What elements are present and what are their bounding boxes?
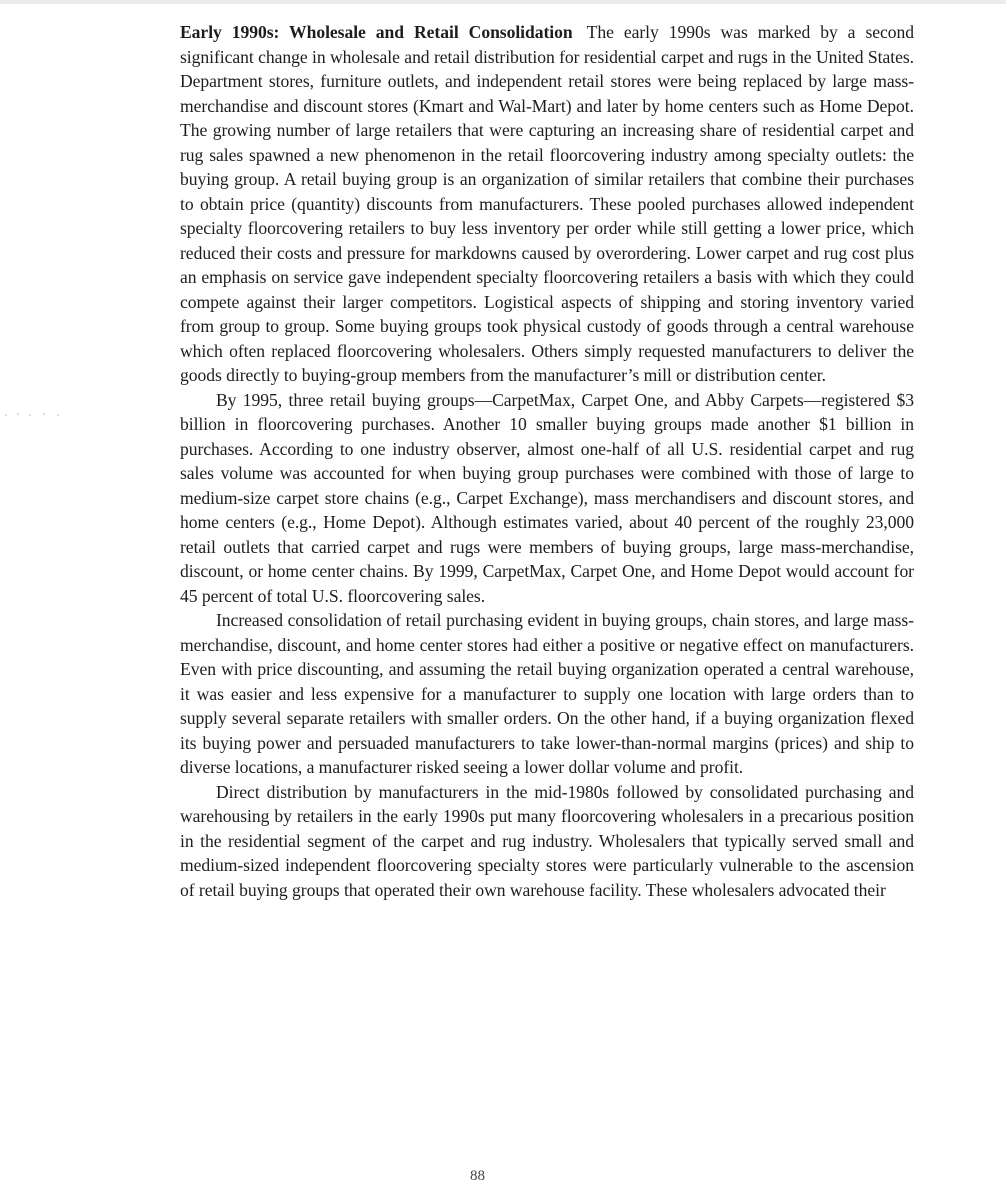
- paragraph-1: [180, 20, 914, 388]
- paragraph-4: Direct distribution by manufacturers in the mid-1980s followed by consolidated purchasing and warehousing by retailers in the early 1990s put many floorcovering wholesalers in a precarious position in the residential segment of the carpet and rug industry. Wholesalers that typically served small and medium-sized independent floorcovering specialty stores were particularly vulnerable to the ascension of retail buying groups that operated their own warehouse facility. These wholesalers advocated their: [180, 781, 914, 900]
- page-number: 88: [470, 1168, 485, 1184]
- section-heading: Early 1990s: Wholesale and Retail Consolidation: [180, 22, 573, 42]
- document-page: [180, 20, 914, 902]
- page-top-edge: [0, 0, 1006, 4]
- paragraph-3: Increased consolidation of retail purchasing evident in buying groups, chain stores, and large mass-merchandise, discount, and home center stores had either a positive or negative effect on manufacturers. Even with price discounting, and assuming the retail buying organization operated a central warehouse, it was easier and less expensive for a manufacturer to supply one location with large orders than to supply several separate retailers with smaller orders. On the other hand, if a buying organization flexed its buying power and persuaded manufacturers to take lower-than-normal margins (prices) and ship to diverse locations, a manufacturer risked seeing a lower dollar volume and profit.: [180, 610, 914, 777]
- paragraph-1-text: The early 1990s was marked by a second significant change in wholesale and retail distribution for residential carpet and rugs in the United States. Department stores, furniture outlets, and independent retail stores were being replaced by large mass-merchandise and discount stores (Kmart and Wal-Mart) and later by home centers such as Home Depot. The growing number of large retailers that were capturing an increasing share of residential carpet and rug sales spawned a new phenomenon in the retail floorcovering industry among specialty outlets: the buying group. A retail buying group is an organization of similar retailers that combine their purchases to obtain price (quantity) discounts from manufacturers. These pooled purchases allowed independent specialty floorcovering retailers to buy less inventory per order while still getting a lower price, which reduced their costs and pressure for markdowns caused by overordering. Lower carpet and rug cost plus an emphasis on service gave independent specialty floorcovering retailers a basis with which they could compete against their larger competitors. Logistical aspects of shipping and storing inventory varied from group to group. Some buying groups took physical custody of goods through a central warehouse which often replaced floorcovering wholesalers. Others simply requested manufacturers to deliver the goods directly to buying-group members from the manufacturer’s mill or distribution center.: [180, 22, 914, 385]
- scan-specks: [0, 405, 70, 425]
- paragraph-2: By 1995, three retail buying groups—CarpetMax, Carpet One, and Abby Carpets—registered $3 billion in floorcovering purchases. Another 10 smaller buying groups made another $1 billion in purchases. According to one industry observer, almost one-half of all U.S. residential carpet and rug sales volume was accounted for when buying group purchases were combined with those of large to medium-size carpet store chains (e.g., Carpet Exchange), mass merchandisers and discount stores, and home centers (e.g., Home Depot). Although estimates varied, about 40 percent of the roughly 23,000 retail outlets that carried carpet and rugs were members of buying groups, large mass-merchandise, discount, or home center chains. By 1999, CarpetMax, Carpet One, and Home Depot would account for 45 percent of total U.S. floorcovering sales.: [180, 389, 914, 606]
